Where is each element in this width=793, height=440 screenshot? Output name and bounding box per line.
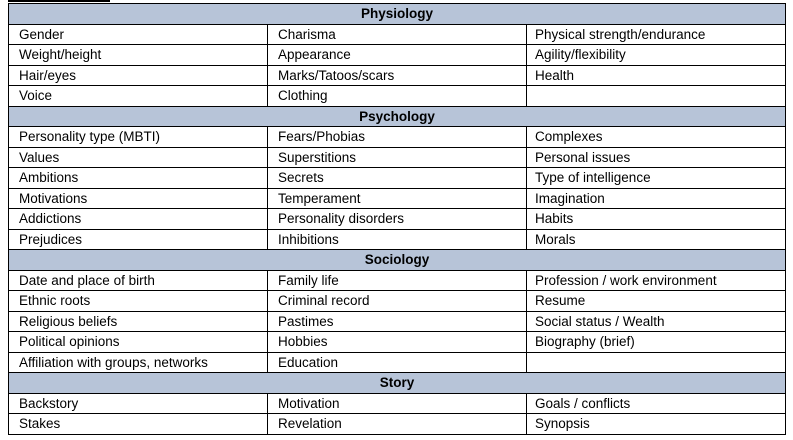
table-cell: Backstory (9, 393, 268, 414)
table-cell: Imagination (527, 188, 786, 209)
table-row (9, 311, 786, 332)
table-row (9, 168, 786, 189)
table-row (9, 229, 786, 250)
table-cell: Ethnic roots (9, 291, 268, 312)
table-cell: Resume (527, 291, 786, 312)
table-cell: Personality type (MBTI) (9, 127, 268, 148)
table-cell: Charisma (268, 24, 527, 45)
table-row (9, 188, 786, 209)
table-cell: Voice (9, 86, 268, 107)
table-cell: Appearance (268, 45, 527, 66)
table-row (9, 393, 786, 414)
table-row (9, 414, 786, 435)
table-cell: Weight/height (9, 45, 268, 66)
table-row (9, 147, 786, 168)
table-cell: Political opinions (9, 332, 268, 353)
table-row (9, 270, 786, 291)
table-cell (527, 86, 786, 107)
table-cell: Clothing (268, 86, 527, 107)
table-cell: Health (527, 65, 786, 86)
table-cell: Agility/flexibility (527, 45, 786, 66)
table-cell: Type of intelligence (527, 168, 786, 189)
table-cell: Hobbies (268, 332, 527, 353)
table-row (9, 291, 786, 312)
section-title: Psychology (9, 106, 786, 127)
table-cell: Physical strength/endurance (527, 24, 786, 45)
table-row (9, 65, 786, 86)
table-cell: Education (268, 352, 527, 373)
table-cell: Superstitions (268, 147, 527, 168)
top-rule (8, 0, 110, 2)
section-title: Story (9, 373, 786, 394)
table-cell: Synopsis (527, 414, 786, 435)
table-cell: Revelation (268, 414, 527, 435)
table-cell: Addictions (9, 209, 268, 230)
section-header-physiology (9, 4, 786, 25)
table-cell: Family life (268, 270, 527, 291)
table-cell: Criminal record (268, 291, 527, 312)
table-row (9, 127, 786, 148)
table-cell: Pastimes (268, 311, 527, 332)
table-cell: Habits (527, 209, 786, 230)
table-cell: Secrets (268, 168, 527, 189)
table-cell: Prejudices (9, 229, 268, 250)
table-cell: Biography (brief) (527, 332, 786, 353)
table-cell: Gender (9, 24, 268, 45)
table-cell: Fears/Phobias (268, 127, 527, 148)
table-cell: Marks/Tatoos/scars (268, 65, 527, 86)
section-header-story (9, 373, 786, 394)
table-cell: Stakes (9, 414, 268, 435)
table-cell: Motivation (268, 393, 527, 414)
table-cell: Social status / Wealth (527, 311, 786, 332)
table-cell: Inhibitions (268, 229, 527, 250)
section-header-sociology (9, 250, 786, 271)
table-cell: Profession / work environment (527, 270, 786, 291)
table-row (9, 45, 786, 66)
table-row (9, 86, 786, 107)
table-cell: Ambitions (9, 168, 268, 189)
table-cell: Values (9, 147, 268, 168)
table-cell: Religious beliefs (9, 311, 268, 332)
table-cell: Temperament (268, 188, 527, 209)
table-cell: Morals (527, 229, 786, 250)
table-cell: Date and place of birth (9, 270, 268, 291)
table-cell: Motivations (9, 188, 268, 209)
section-header-psychology (9, 106, 786, 127)
table-cell: Hair/eyes (9, 65, 268, 86)
table-row (9, 209, 786, 230)
table-cell (527, 352, 786, 373)
section-title: Physiology (9, 4, 786, 25)
table-cell: Goals / conflicts (527, 393, 786, 414)
table-cell: Complexes (527, 127, 786, 148)
table-row (9, 24, 786, 45)
table-cell: Affiliation with groups, networks (9, 352, 268, 373)
section-title: Sociology (9, 250, 786, 271)
character-traits-table (8, 3, 786, 435)
table-row (9, 332, 786, 353)
table-cell: Personal issues (527, 147, 786, 168)
table-row (9, 352, 786, 373)
table-cell: Personality disorders (268, 209, 527, 230)
